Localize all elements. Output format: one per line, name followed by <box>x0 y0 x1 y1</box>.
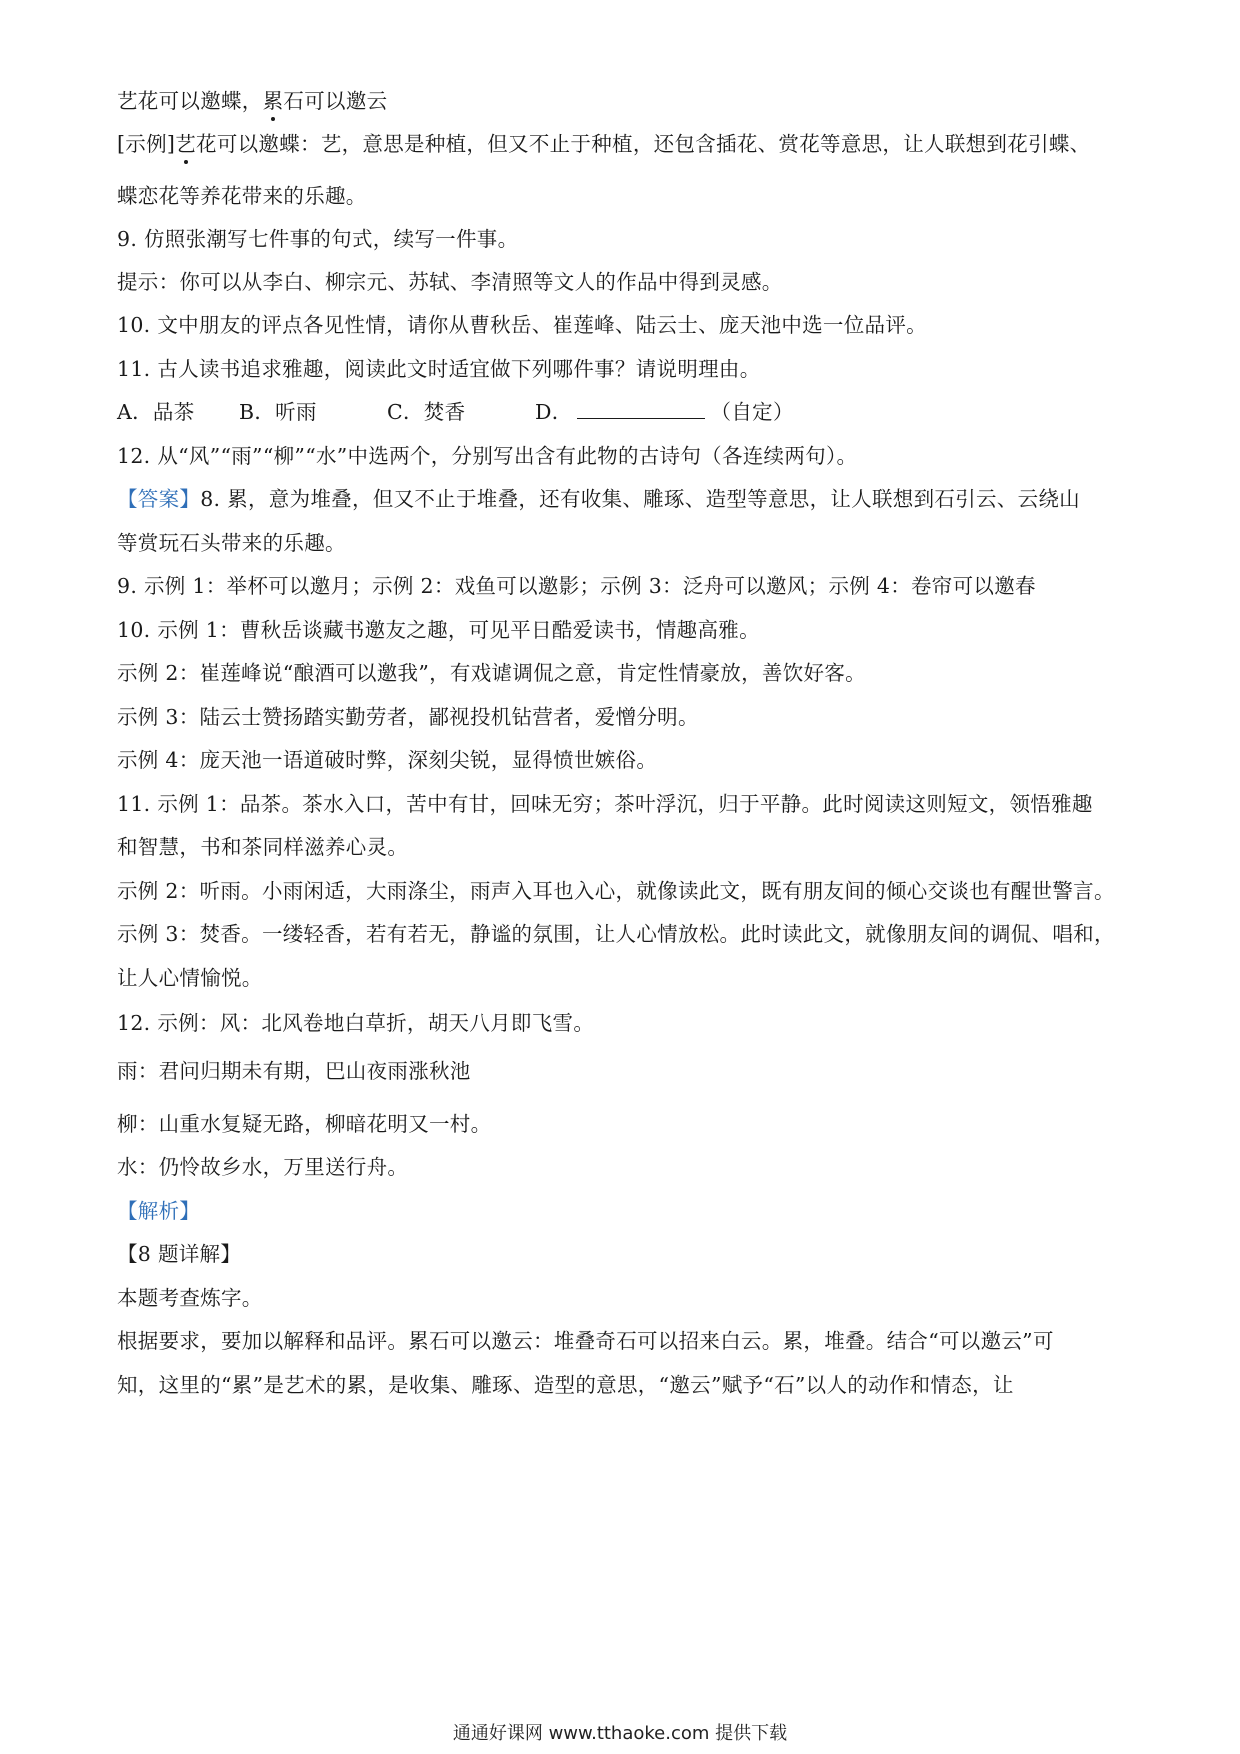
answer-tag: 【答案】 <box>117 487 201 511</box>
answer-9: 9. 示例 1：举杯可以邀月；示例 2：戏鱼可以邀影；示例 3：泛舟可以邀风；示例 4：卷帘可以邀春 <box>117 574 1036 598</box>
answer-10-example-2: 示例 2：崔莲峰说“酿酒可以邀我”，有戏谑调侃之意，肯定性情豪放，善饮好客。 <box>117 661 866 685</box>
answer-11-example-3a: 示例 3：焚香。一缕轻香，若有若无，静谧的氛围，让人心情放松。此时读此文，就像朋友间的调侃、唱和， <box>117 922 1115 946</box>
page-footer: 通通好课网 www.tthaoke.com 提供下载 <box>452 1723 788 1744</box>
option-c: C．焚香 <box>387 400 466 424</box>
answer-10-example-1: 10. 示例 1：曹秋岳谈藏书邀友之趣，可见平日酷爱读书，情趣高雅。 <box>117 618 760 642</box>
example-line-1: [示例]艺花可以邀蝶：艺，意思是种植，但又不止于种植，还包含插花、赏花等意思，让人联想到花引蝶、 <box>117 132 1091 156</box>
answer-11-example-1a: 11. 示例 1：品茶。茶水入口，苦中有甘，回味无穷；茶叶浮沉，归于平静。此时阅读这则短文，领悟雅趣 <box>117 792 1093 816</box>
question-9-hint: 提示：你可以从李白、柳宗元、苏轼、李清照等文人的作品中得到灵感。 <box>117 270 783 294</box>
option-d: D． （自定） <box>535 400 794 424</box>
question-10: 10. 文中朋友的评点各见性情，请你从曹秋岳、崔莲峰、陆云士、庞天池中选一位品评。 <box>117 313 927 337</box>
question-12: 12. 从“风”“雨”“柳”“水”中选两个，分别写出含有此物的古诗句（各连续两句）。 <box>117 444 858 468</box>
answer-11-example-3b: 让人心情愉悦。 <box>117 966 263 990</box>
emphasis-char: 累 <box>262 89 284 113</box>
answer-blank <box>577 400 705 419</box>
answer-10-example-3: 示例 3：陆云士赞扬踏实勤劳者，鄙视投机钻营者，爱憎分明。 <box>117 705 699 729</box>
answer-11-example-2: 示例 2：听雨。小雨闲适，大雨涤尘，雨声入耳也入心，就像读此文，既有朋友间的倾心交谈也有醒世警言。 <box>117 879 1115 903</box>
answer-11-example-1b: 和智慧，书和茶同样滋养心灵。 <box>117 835 409 859</box>
option-b: B．听雨 <box>239 400 317 424</box>
answer-12-wind: 12. 示例：风：北风卷地白草折，胡天八月即飞雪。 <box>117 1011 595 1035</box>
question-11: 11. 古人读书追求雅趣，阅读此文时适宜做下列哪件事？请说明理由。 <box>117 357 761 381</box>
question-11-options <box>117 399 794 425</box>
answer-12-rain: 雨：君问归期未有期，巴山夜雨涨秋池 <box>117 1059 471 1083</box>
analysis-body-line-2: 知，这里的“累”是艺术的累，是收集、雕琢、造型的意思，“邀云”赋予“石”以人的动作和情态，让 <box>117 1373 1014 1397</box>
answer-12-water: 水：仍怜故乡水，万里送行舟。 <box>117 1155 409 1179</box>
example-line-2: 蝶恋花等养花带来的乐趣。 <box>117 184 367 208</box>
option-a: A．品茶 <box>117 400 195 424</box>
answer-12-willow: 柳：山重水复疑无路，柳暗花明又一村。 <box>117 1112 492 1136</box>
answer-10-example-4: 示例 4：庞天池一语道破时弊，深刻尖锐，显得愤世嫉俗。 <box>117 748 658 772</box>
question-8-prompt: 艺花可以邀蝶，累石可以邀云 <box>117 89 388 113</box>
question-9: 9. 仿照张潮写七件事的句式，续写一件事。 <box>117 227 519 251</box>
answer-8-line-1: 【答案】8. 累，意为堆叠，但又不止于堆叠，还有收集、雕琢、造型等意思，让人联想到石引云、云绕山 <box>117 487 1080 511</box>
answer-8-line-2: 等赏玩石头带来的乐趣。 <box>117 531 346 555</box>
analysis-topic: 本题考查炼字。 <box>117 1286 263 1310</box>
question-8-detail-heading: 【8 题详解】 <box>117 1242 242 1266</box>
analysis-body-line-1: 根据要求，要加以解释和品评。累石可以邀云：堆叠奇石可以招来白云。累，堆叠。结合“可以邀云”可 <box>117 1329 1054 1353</box>
analysis-tag: 【解析】 <box>117 1199 201 1223</box>
emphasis-char: 艺 <box>175 132 197 156</box>
